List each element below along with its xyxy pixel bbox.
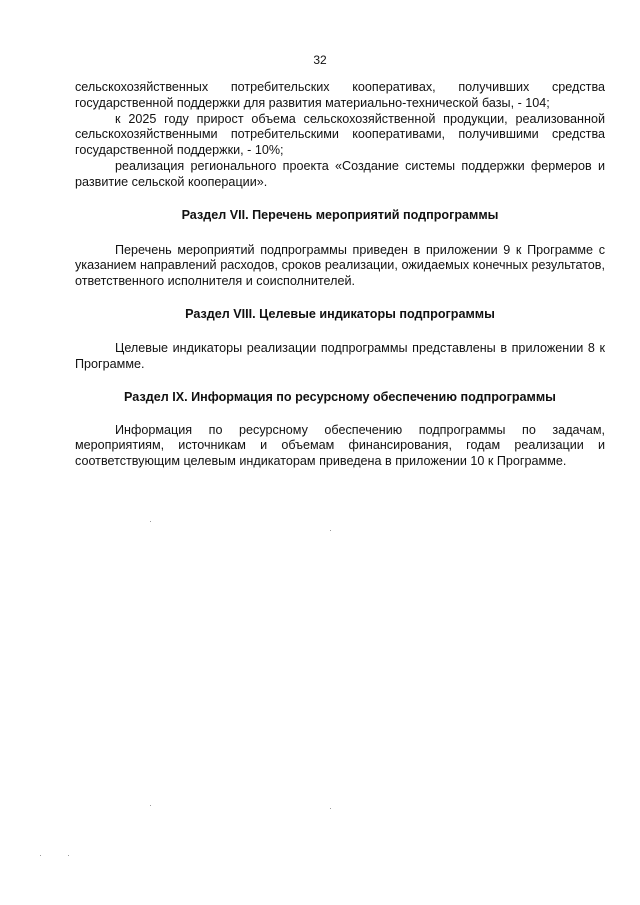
scan-speck [68,855,69,856]
paragraph-cooperatives: сельскохозяйственных потребительских кооперативах, получивших средства государственной поддержки для развития материально-технической базы, - 104; [75,80,605,110]
scan-speck [150,521,151,522]
scan-speck [330,530,331,531]
section-vii-heading: Раздел VII. Перечень мероприятий подпрограммы [181,207,499,222]
section-vii-text: Перечень мероприятий подпрограммы приведен в приложении 9 к Программе с указанием направлений расходов, сроков реализации, ожидаемых конечных результатов, ответственного исполнителя и соисполнителей. [75,242,605,289]
section-viii-text: Целевые индикаторы реализации подпрограммы представлены в приложении 8 к Программе. [75,340,605,371]
paragraph-growth: к 2025 году прирост объема сельскохозяйственной продукции, реализованной сельскохозяйственными потребительскими кооперативами, получившими средства государственной поддержки, - 10%; [75,111,605,158]
document-body [75,80,605,470]
section-ix-text: Информация по ресурсному обеспечению подпрограммы по задачам, мероприятиям, источникам и объемам финансирования, годам реализации и соответствующим целевым индикаторам приведена в приложении 10 к Программе. [75,422,605,469]
section-ix-heading: Раздел IX. Информация по ресурсному обеспечению подпрограммы [124,389,556,404]
page-number: 32 [313,53,327,67]
scan-speck [40,855,41,856]
paragraph-regional-project: реализация регионального проекта «Создание системы поддержки фермеров и развитие сельской кооперации». [75,158,605,189]
section-viii-heading: Раздел VIII. Целевые индикаторы подпрограммы [185,306,495,321]
scan-speck [150,805,151,806]
scan-speck [330,808,331,809]
